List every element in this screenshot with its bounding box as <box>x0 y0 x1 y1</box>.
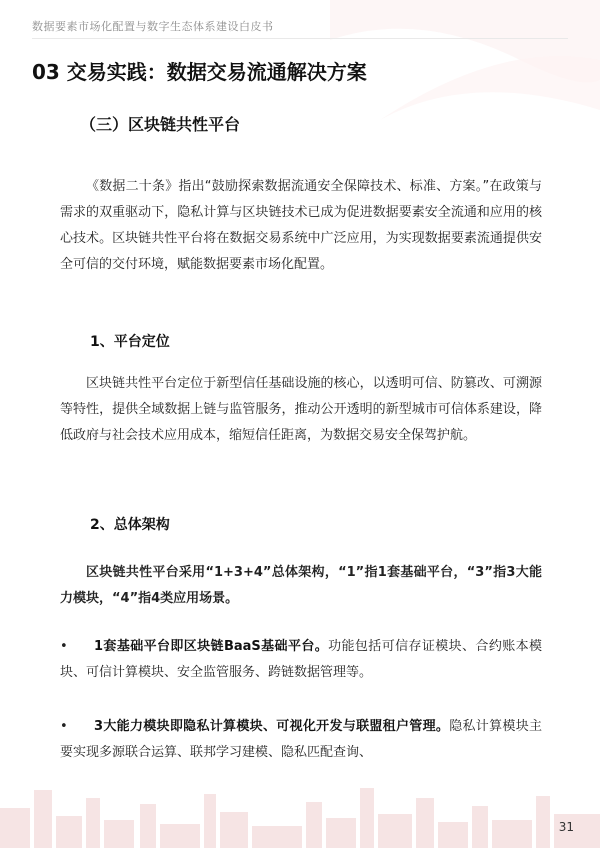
running-header: 数据要素市场化配置与数字生态体系建设白皮书 <box>32 18 568 39</box>
positioning-paragraph: 区块链共性平台定位于新型信任基础设施的核心，以透明可信、防篡改、可溯源等特性，提供全域数据上链与监管服务，推动公开透明的新型城市可信体系建设，降低政府与社会技术应用成本，缩短信任距离，为数据交易安全保驾护航。 <box>60 376 542 443</box>
bullet-item <box>60 714 542 766</box>
positioning-heading: 1、平台定位 <box>90 334 170 350</box>
intro-paragraph: 《数据二十条》指出“鼓励探索数据流通安全保障技术、标准、方案。”在政策与需求的双重驱动下，隐私计算与区块链技术已成为促进数据要素安全流通和应用的核心技术。区块链共性平台将在数据交易系统中广泛应用，为实现数据要素流通提供安全可信的交付环境，赋能数据要素市场化配置。 <box>60 179 542 272</box>
architecture-heading: 2、总体架构 <box>90 517 170 533</box>
page-number: 31 <box>558 820 574 834</box>
city-skyline-decoration <box>0 768 600 848</box>
bullet-text: 功能包括可信存证模块、合约账本模块、可信计算模块、安全监管服务、跨链数据管理等。 <box>60 639 542 680</box>
subsection-title: （三）区块链共性平台 <box>80 115 241 134</box>
bullet-item <box>60 634 542 686</box>
architecture-summary: 区块链共性平台采用“1+3+4”总体架构，“1”指1套基础平台，“3”指3大能力模块，“4”指4类应用场景。 <box>60 565 542 606</box>
bullet-lead: 3大能力模块即隐私计算模块、可视化开发与联盟租户管理。 <box>94 719 450 734</box>
bullet-marker: • <box>60 719 68 734</box>
bullet-marker: • <box>60 639 68 654</box>
section-title: 03 交易实践：数据交易流通解决方案 <box>32 60 367 84</box>
bullet-lead: 1套基础平台即区块链BaaS基础平台。 <box>94 639 329 654</box>
bullet-text: 隐私计算模块主要实现多源联合运算、联邦学习建模、隐私匹配查询、 <box>60 719 542 760</box>
